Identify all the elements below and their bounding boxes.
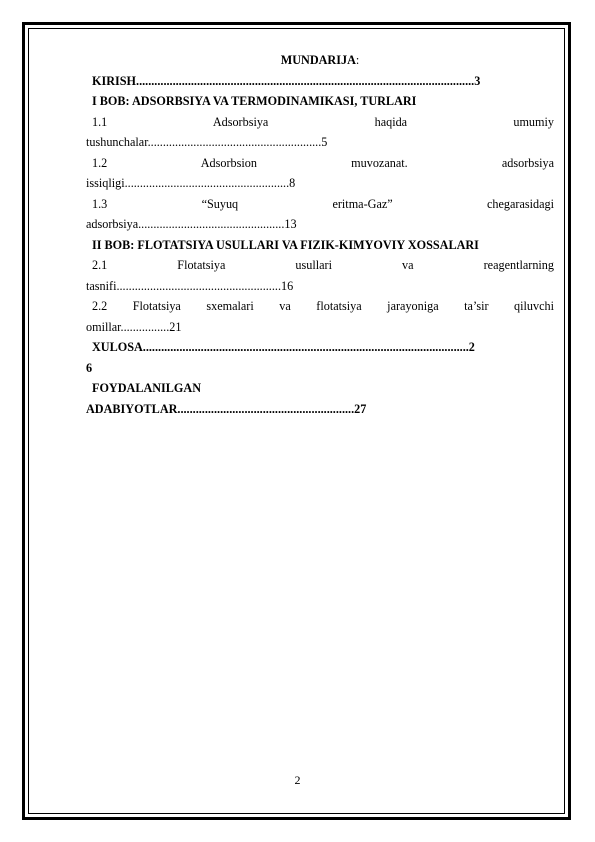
toc-entry-xulosa-continuation: 6 xyxy=(86,360,93,375)
toc-entry-1-2-continuation: issiqligi......................................................8 xyxy=(86,176,296,190)
toc-entry-kirish: KIRISH...............................................................................................................3 xyxy=(92,73,481,88)
toc-entry-1-1: 1.1 Adsorbsiya haqida umumiy xyxy=(92,114,554,129)
toc-entry-2-2: 2.2 Flotatsiya sxemalari va flotatsiya jarayoniga ta’sir qiluvchi xyxy=(92,299,554,313)
toc-entry-2-1-continuation: tasnifi......................................................16 xyxy=(86,278,294,293)
page-number: 2 xyxy=(294,773,301,787)
toc-entry-2-1: 2.1 Flotatsiya usullari va reagentlarning xyxy=(92,258,554,272)
table-of-contents xyxy=(86,50,554,419)
toc-entry-1-3-continuation: adsorbsiya................................................13 xyxy=(86,217,297,231)
toc-entry-1-1-continuation: tushunchalar.........................................................5 xyxy=(86,135,328,149)
toc-entry-1-3: 1.3 “Suyuq eritma-Gaz” chegarasidagi xyxy=(92,196,554,211)
toc-title: MUNDARIJA: xyxy=(280,53,360,67)
toc-entry-1-2: 1.2 Adsorbsion muvozanat. adsorbsiya xyxy=(92,155,554,170)
toc-entry-xulosa: XULOSA...........................................................................................................2 xyxy=(92,340,475,354)
toc-entry-adabiyotlar-continuation: ADABIYOTLAR..........................................................27 xyxy=(86,401,367,416)
toc-chapter-1: I BOB: ADSORBSIYA VA TERMODINAMIKASI, TURLARI xyxy=(92,94,417,108)
toc-entry-adabiyotlar: FOYDALANILGAN xyxy=(92,381,202,395)
toc-chapter-2: II BOB: FLOTATSIYA USULLARI VA FIZIK-KIMYOVIY XOSSALARI xyxy=(92,237,479,252)
toc-entry-2-2-continuation: omillar................21 xyxy=(86,319,182,334)
